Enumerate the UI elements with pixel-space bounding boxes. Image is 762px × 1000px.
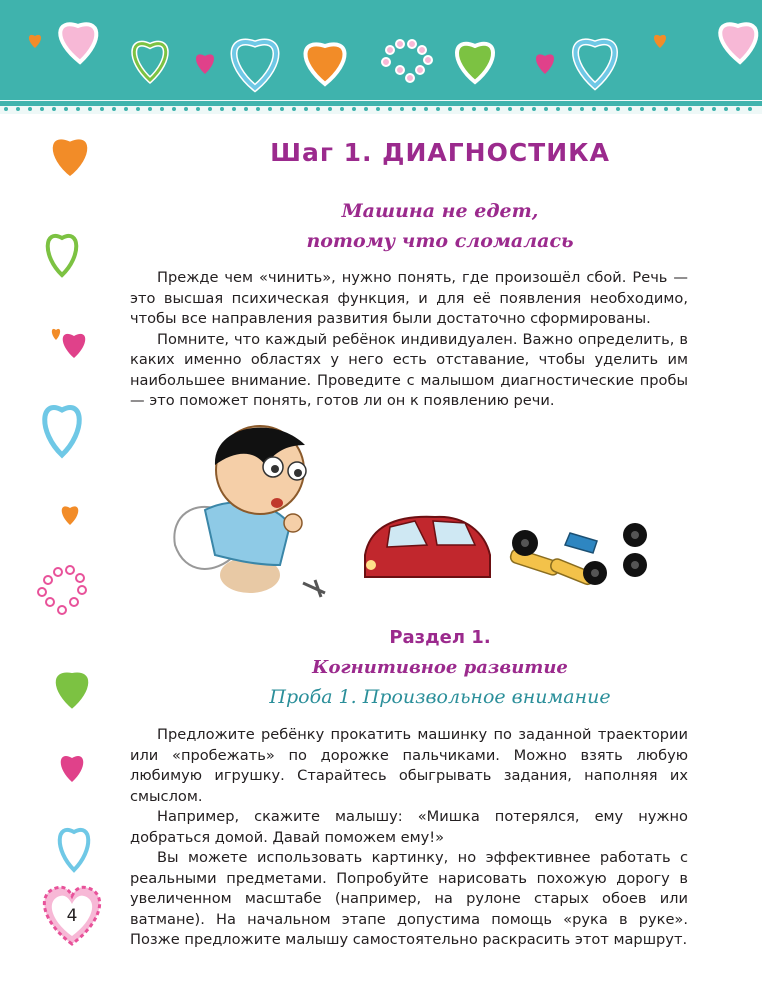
probe-title: Проба 1. Произвольное внимание (269, 686, 611, 708)
section-line-2: Когнитивное развитие (312, 657, 568, 678)
section-heading (120, 623, 760, 683)
intro-paragraph: Помните, что каждый ребёнок индивидуален. Важно определить, в каких именно областях у него есть отставание, чтобы уделить им наибольшее внимание. Проведите с малышом диагностические пробы — это поможет понять, готов ли он к появлению речи. (130, 330, 688, 409)
hearts-banner (0, 0, 762, 100)
child-with-broken-car-icon (165, 415, 665, 605)
child-with-broken-car-illustration (165, 415, 665, 609)
subtitle-line-2: потому что сломалась (306, 230, 574, 252)
hearts-column (0, 110, 120, 1000)
page-number-badge (36, 880, 108, 948)
body-paragraph: Предложите ребёнку прокатить машинку по заданной траектории или «пробежать» по дорожке пальчиками. Можно взять любую любимую игрушку. Старайтесь обыгрывать задания, наполняя их смыслом. (130, 726, 688, 805)
subtitle-line-1: Машина не едет, (341, 200, 539, 222)
body-text (130, 725, 688, 951)
body-paragraph: Например, скажите малышу: «Мишка потерялся, ему нужно добраться домой. Давай поможем ему!» (130, 808, 688, 846)
section-line-1: Раздел 1. (389, 627, 491, 648)
page-number: 4 (66, 906, 78, 926)
subtitle (120, 196, 760, 256)
page-title: Шаг 1. ДИАГНОСТИКА (270, 138, 610, 167)
body-paragraph: Вы можете использовать картинку, но эффективнее работать с реальными предметами. Попробуйте нарисовать похожую дорогу в увеличенном масштабе (например, на рулоне старых обоев или ватмане). На начальном этапе допустима помощь «рука в руке». Позже предложите малышу самостоятельно раскрасить этот маршрут. (130, 849, 688, 948)
hearts-column-icon (0, 110, 120, 1000)
intro-text (130, 268, 688, 412)
intro-paragraph: Прежде чем «чинить», нужно понять, где произошёл сбой. Речь — это высшая психическая функция, и для её появления необходимо, чтобы все направления развития были достаточно сформированы. (130, 269, 688, 327)
hearts-banner-icon (0, 0, 762, 100)
